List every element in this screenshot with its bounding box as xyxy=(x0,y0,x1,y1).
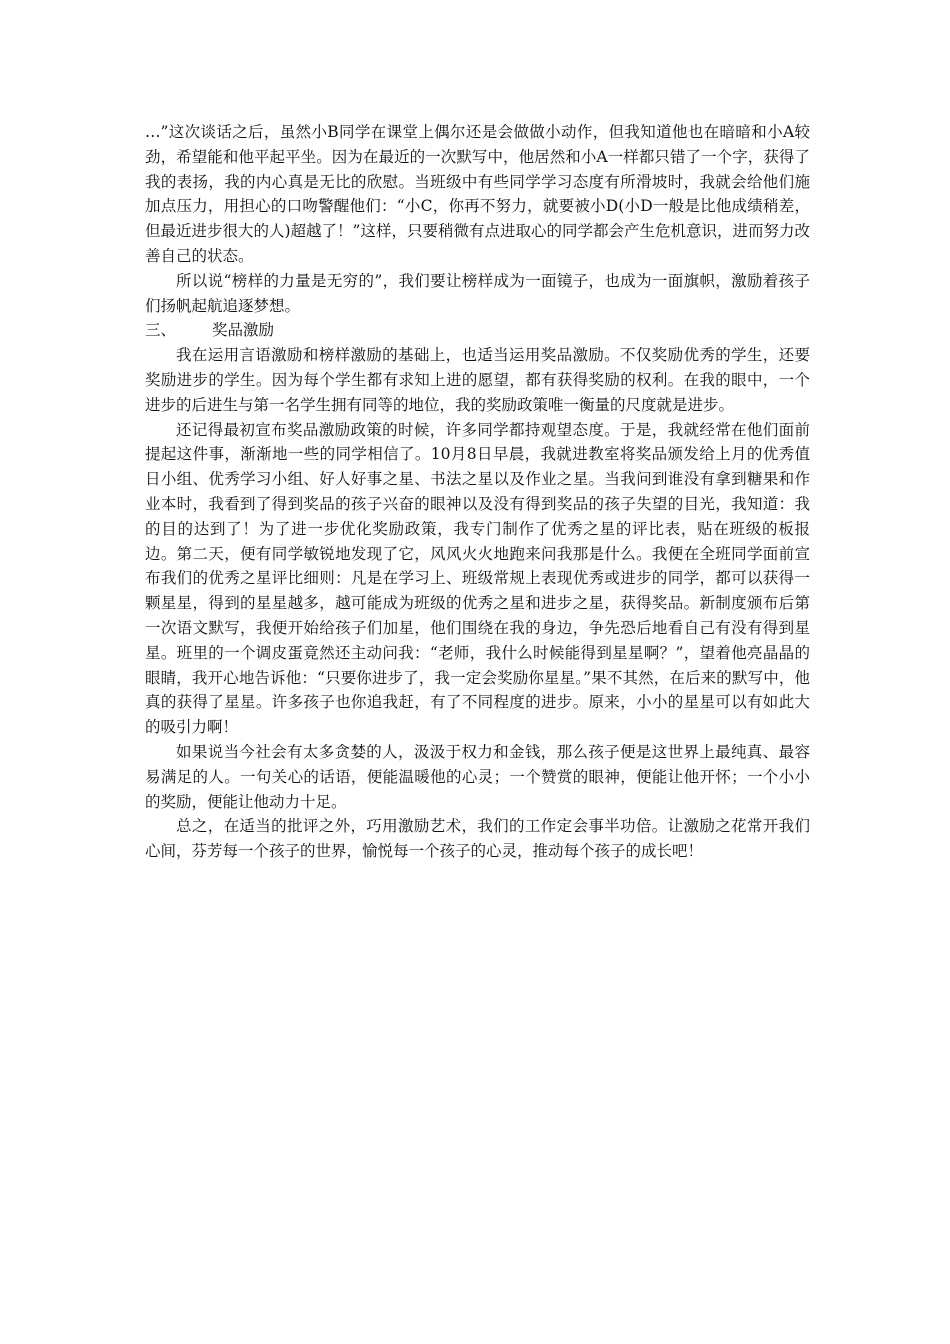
section-number: 三、 xyxy=(145,321,177,340)
paragraph-reward-intro: 我在运用言语激励和榜样激励的基础上，也适当运用奖品激励。不仅奖励优秀的学生，还要奖励进步的学生。因为每个学生都有求知上进的愿望，都有获得奖励的权利。在我的眼中，一个进步的后进生与第一名学生拥有同等的地位，我的奖励政策唯一衡量的尺度就是进步。 xyxy=(145,346,810,414)
paragraph-continuation: …”这次谈话之后，虽然小B同学在课堂上偶尔还是会做做小动作，但我知道他也在暗暗和小A较劲，希望能和他平起平坐。因为在最近的一次默写中，他居然和小A一样都只错了一个字，获得了我的表扬，我的内心真是无比的欣慰。当班级中有些同学学习态度有所滑坡时，我就会给他们施加点压力，用担心的口吻警醒他们：“小C，你再不努力，就要被小D(小D一般是比他成绩稍差，但最近进步很大的人)超越了！”这样，只要稍微有点进取心的同学都会产生危机意识，进而努力改善自己的状态。 xyxy=(145,123,810,265)
document-body xyxy=(145,120,810,864)
section-heading xyxy=(145,318,810,343)
paragraph-conclusion: 总之，在适当的批评之外，巧用激励艺术，我们的工作定会事半功倍。让激励之花常开我们心间，芬芳每一个孩子的世界，愉悦每一个孩子的心灵，推动每个孩子的成长吧！ xyxy=(145,817,810,861)
section-title: 奖品激励 xyxy=(212,321,275,340)
paragraph-role-model-summary: 所以说“榜样的力量是无穷的”，我们要让榜样成为一面镜子，也成为一面旗帜，激励着孩子们扬帆起航追逐梦想。 xyxy=(145,271,810,315)
paragraph-children-nature: 如果说当今社会有太多贪婪的人，汲汲于权力和金钱，那么孩子便是这世界上最纯真、最容易满足的人。一句关心的话语，便能温暖他的心灵；一个赞赏的眼神，便能让他开怀；一个小小的奖励，便能让他动力十足。 xyxy=(145,742,810,811)
paragraph-reward-story: 还记得最初宣布奖品激励政策的时候，许多同学都持观望态度。于是，我就经常在他们面前提起这件事，渐渐地一些的同学相信了。10月8日早晨，我就进教室将奖品颁发给上月的优秀值日小组、优秀学习小组、好人好事之星、书法之星以及作业之星。当我问到谁没有拿到糖果和作业本时，我看到了得到奖品的孩子兴奋的眼神以及没有得到奖品的孩子失望的目光，我知道：我的目的达到了！为了进一步优化奖励政策，我专门制作了优秀之星的评比表，贴在班级的板报边。第二天，便有同学敏锐地发现了它，风风火火地跑来问我那是什么。我便在全班同学面前宣布我们的优秀之星评比细则：凡是在学习上、班级常规上表现优秀或进步的同学，都可以获得一颗星星，得到的星星越多，越可能成为班级的优秀之星和进步之星，获得奖品。新制度颁布后第一次语文默写，我便开始给孩子们加星，他们围绕在我的身边，争先恐后地看自己有没有得到星星。班里的一个调皮蛋竟然还主动问我：“老师，我什么时候能得到星星啊？”，望着他亮晶晶的眼睛，我开心地告诉他：“只要你进步了，我一定会奖励你星星。”果不其然，在后来的默写中，他真的获得了星星。许多孩子也你追我赶，有了不同程度的进步。原来，小小的星星可以有如此大的吸引力啊！ xyxy=(145,420,810,737)
